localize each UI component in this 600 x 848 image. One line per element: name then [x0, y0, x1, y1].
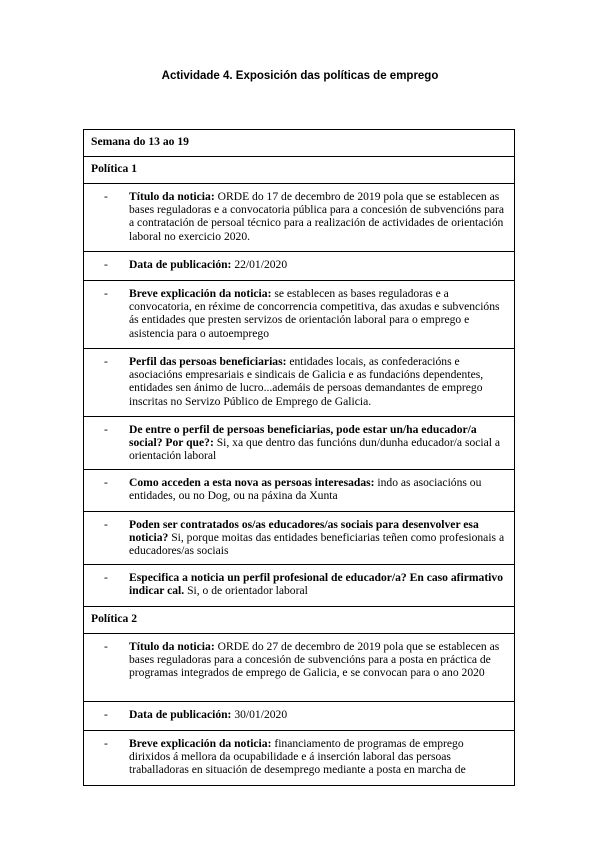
policy-1-row	[84, 157, 515, 184]
week-header: Semana do 13 ao 19	[84, 130, 515, 157]
bullet-dash: -	[104, 355, 108, 368]
bullet-dash: -	[104, 258, 108, 271]
table-row	[84, 470, 515, 512]
bullet-dash: -	[104, 518, 108, 531]
item-label: De entre o perfil de persoas beneficiarias, pode estar un/ha educador/a social? Por que?:	[129, 423, 477, 450]
bullet-dash: -	[104, 287, 108, 300]
list-item	[104, 708, 506, 721]
list-item	[104, 737, 506, 777]
item-label: Como acceden a esta nova as persoas interesadas:	[129, 476, 375, 489]
item-label: Poden ser contratados os/as educadores/as sociais para desenvolver esa noticia?	[129, 518, 479, 545]
table-row	[84, 634, 515, 702]
table-row	[84, 417, 515, 470]
table-row	[84, 349, 515, 417]
policy-2-row	[84, 607, 515, 634]
item-label: Data de publicación:	[129, 708, 232, 721]
list-item	[104, 287, 506, 340]
item-label: Perfil das persoas beneficiarias:	[129, 355, 287, 368]
table-row	[84, 565, 515, 607]
item-text: indo as asociacións ou entidades, ou no Dog, ou na páxina da Xunta	[129, 476, 482, 503]
table-row	[84, 731, 515, 786]
list-item	[104, 190, 506, 243]
item-label: Especifica a noticia un perfil profesional de educador/a? En caso afirmativo indicar cal.	[129, 571, 503, 598]
policy-table	[83, 129, 515, 786]
item-text: Si, o de orientador laboral	[184, 584, 308, 598]
list-item	[104, 640, 506, 680]
bullet-dash: -	[104, 571, 108, 584]
item-text: financiamento de programas de emprego dirixidos á mellora da ocupabilidade e á inserción laboral das persoas traballadoras en situación de desemprego mediante a posta en marcha de	[129, 737, 466, 777]
item-text: entidades locais, as confederacións e asociacións empresariais e sindicais de Galicia e as fundacións dependentes, entidades sen ánimo de lucro...ademáis de persoas demandantes de emprego inscritas no Servizo Público de Emprego de Galicia.	[129, 355, 484, 408]
item-text: Si, xa que dentro das funcións dun/dunha educador/a social a orientación laboral	[129, 436, 501, 463]
list-item	[104, 476, 506, 502]
list-item	[104, 355, 506, 408]
table-row	[84, 512, 515, 565]
item-text: 22/01/2020	[231, 258, 288, 271]
list-item	[104, 571, 506, 597]
item-label: Data de publicación:	[129, 258, 232, 271]
table-row	[84, 184, 515, 252]
bullet-dash: -	[104, 640, 108, 653]
list-item	[104, 518, 506, 558]
bullet-dash: -	[104, 476, 108, 489]
bullet-dash: -	[104, 708, 108, 721]
list-item	[104, 258, 506, 271]
table-row	[84, 252, 515, 281]
policy-1-header: Política 1	[84, 157, 515, 184]
policy-2-header: Política 2	[84, 607, 515, 634]
week-row	[84, 130, 515, 157]
table-row	[84, 702, 515, 731]
item-text: ORDE do 27 de decembro de 2019 pola que se establecen as bases reguladoras para a concesión de subvencións para a posta en práctica de programas integrados de emprego de Galicia, e se convocan para o ano 2020	[129, 640, 500, 680]
bullet-dash: -	[104, 423, 108, 436]
document-title: Actividade 4. Exposición das políticas de emprego	[161, 70, 439, 82]
item-text: 30/01/2020	[231, 708, 288, 721]
item-label: Breve explicación da noticia:	[129, 737, 272, 750]
item-label: Título da noticia:	[129, 640, 215, 653]
item-label: Título da noticia:	[129, 190, 215, 203]
item-text: se establecen as bases reguladoras e a convocatoria, en réxime de concorrencia competitiva, das axudas e subvencións ás entidades que presten servizos de orientación laboral para o emprego e asistencia para o autoemprego	[129, 287, 500, 340]
item-text: ORDE do 17 de decembro de 2019 pola que se establecen as bases reguladoras e a convocatoria pública para a concesión de subvencións para a contratación de persoal técnico para a realización de actividades de orientación laboral no exercicio 2020.	[129, 190, 505, 243]
list-item	[104, 423, 506, 463]
bullet-dash: -	[104, 737, 108, 750]
bullet-dash: -	[104, 190, 108, 203]
table-row	[84, 281, 515, 349]
item-label: Breve explicación da noticia:	[129, 287, 272, 300]
item-text: Si, porque moitas das entidades beneficiarias teñen como profesionais a educadores/as sociais	[129, 531, 505, 558]
